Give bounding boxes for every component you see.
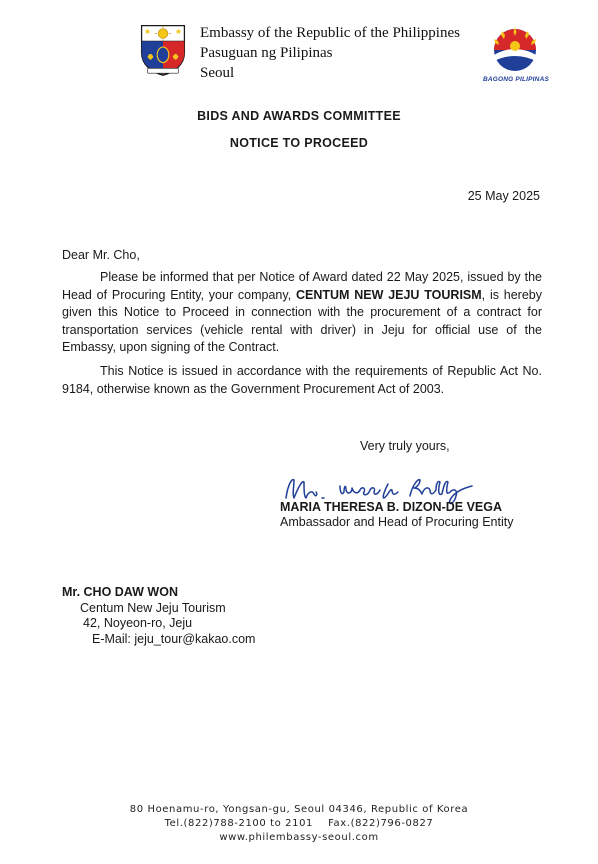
company-name-bold: CENTUM NEW JEJU TOURISM xyxy=(295,287,482,302)
paragraph-line xyxy=(62,287,542,305)
salutation: Dear Mr. Cho, xyxy=(62,248,140,262)
recipient-name: Mr. CHO DAW WON xyxy=(62,585,178,599)
body-paragraph-1 xyxy=(62,269,542,357)
paragraph-line: Please be informed that per Notice of Award dated 22 May 2025, issued by the xyxy=(100,270,542,284)
signer-name: MARIA THERESA B. DIZON-DE VEGA xyxy=(280,500,502,514)
body-paragraph-2 xyxy=(62,363,542,398)
recipient-address: 42, Noyeon-ro, Jeju xyxy=(83,616,193,630)
committee-heading: BIDS AND AWARDS COMMITTEE xyxy=(197,109,401,123)
signer-title: Ambassador and Head of Procuring Entity xyxy=(280,515,514,529)
paragraph-line: This Notice is issued in accordance with the requirements of Republic Act No. xyxy=(100,364,542,378)
closing: Very truly yours, xyxy=(360,439,450,453)
embassy-name-english: Embassy of the Republic of the Philippines xyxy=(200,25,460,41)
recipient-company: Centum New Jeju Tourism xyxy=(80,601,226,615)
philippine-coat-of-arms-icon xyxy=(134,20,192,78)
bagong-pilipinas-logo-text: BAGONG PILIPINAS xyxy=(482,76,550,83)
paragraph-text: Head of Procuring Entity, your company, xyxy=(62,287,296,302)
paragraph-line: given this Notice to Proceed in connection with the procurement of a contract for xyxy=(62,305,542,319)
footer-phone-fax: Tel.(822)788-2100 to 2101 Fax.(822)796-0827 xyxy=(164,818,434,829)
paragraph-text: , is hereby xyxy=(481,287,542,302)
embassy-name-filipino: Pasuguan ng Pilipinas xyxy=(200,45,333,61)
paragraph-line: 9184, otherwise known as the Government Procurement Act of 2003. xyxy=(62,381,445,396)
paragraph-line: Embassy, upon signing of the Contract. xyxy=(62,340,280,354)
footer-address: 80 Hoenamu-ro, Yongsan-gu, Seoul 04346, Republic of Korea xyxy=(129,804,469,815)
embassy-city: Seoul xyxy=(200,65,235,81)
recipient-email: E-Mail: jeju_tour@kakao.com xyxy=(92,632,256,646)
paragraph-line: transportation services (vehicle rental with driver) in Jeju for official use of the xyxy=(62,322,542,337)
bagong-pilipinas-logo-icon xyxy=(484,24,546,74)
footer-website: www.philembassy-seoul.com xyxy=(219,832,379,843)
notice-heading: NOTICE TO PROCEED xyxy=(229,136,369,150)
letter-date: 25 May 2025 xyxy=(467,189,540,203)
